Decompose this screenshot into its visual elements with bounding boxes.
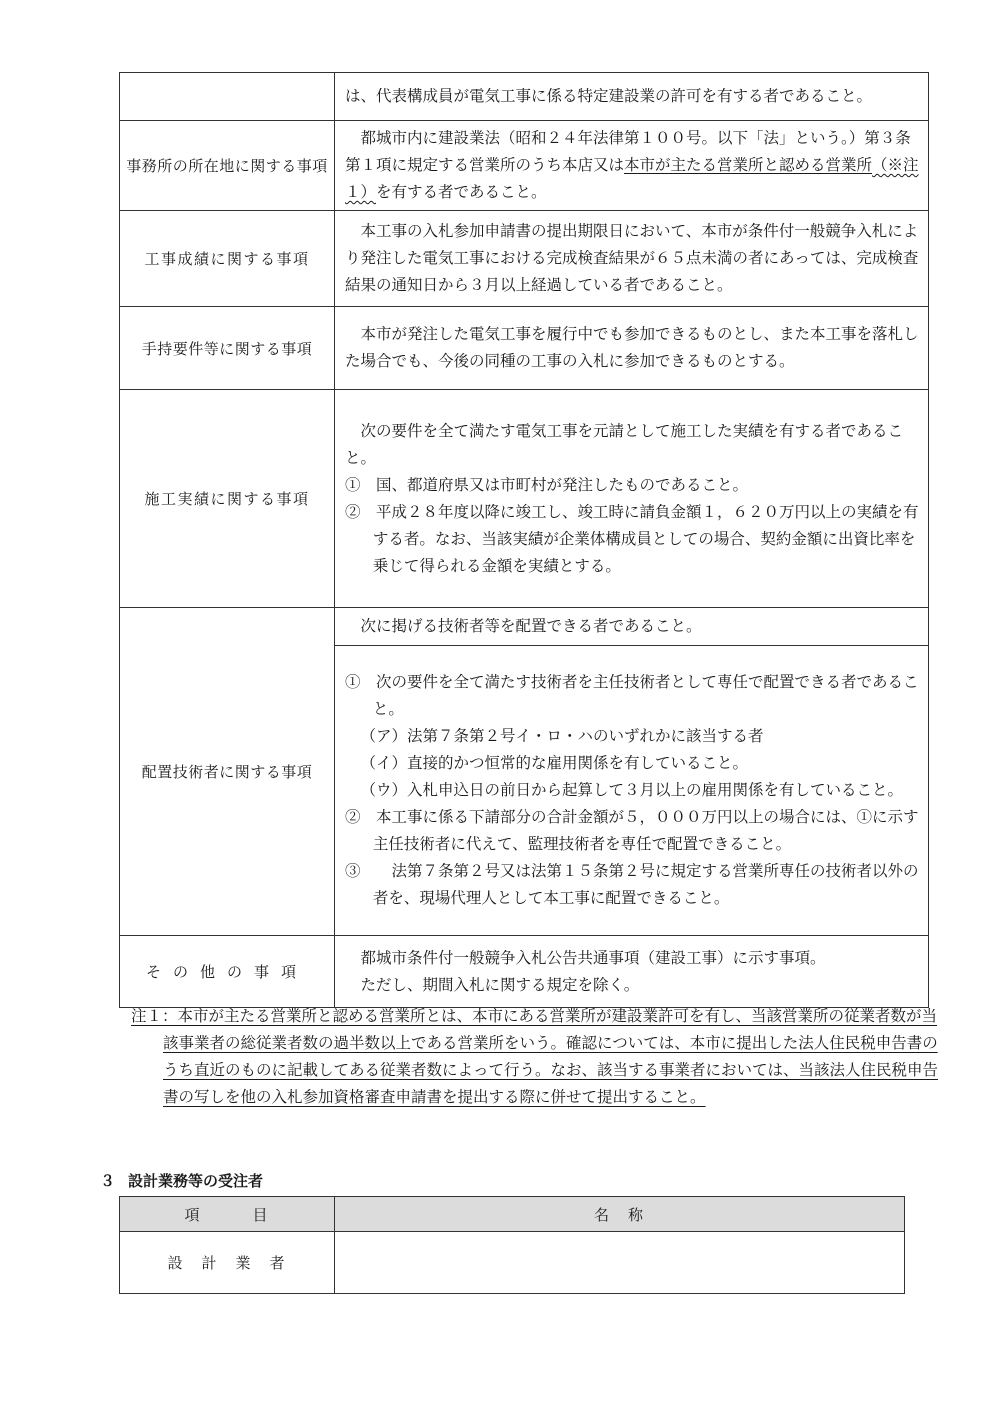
underlined-term: 本市が主たる営業所と認める営業所: [624, 156, 873, 174]
row-content: [335, 936, 929, 1008]
list-item: ① 国、都道府県又は市町村が発注したものであること。: [345, 475, 749, 494]
row-label: その他の事項: [120, 936, 335, 1008]
row-label: 施工実績に関する事項: [120, 390, 335, 608]
row-label: 配置技術者に関する事項: [120, 608, 335, 936]
list-item: ② 本工事に係る下請部分の合計金額が５，０００万円以上の場合には、①に示す主任技術者に代えて、監理技術者を専任で配置できること。: [345, 808, 919, 853]
table-row: [120, 390, 929, 608]
section-title: 設計業務等の受注者: [128, 1172, 264, 1190]
content-line: 都城市条件付一般競争入札公告共通事項（建設工事）に示す事項。: [360, 948, 826, 967]
row-content: [335, 390, 929, 608]
note-reference: （※注１）: [345, 156, 919, 201]
table-row: [120, 1232, 905, 1294]
content-intro: 次に掲げる技術者等を配置できる者であること。: [360, 617, 702, 635]
sub-list-item: （ウ）入札申込日の前日から起算して３月以上の雇用関係を有していること。: [360, 781, 904, 799]
table-row: [120, 211, 929, 307]
row-content: [335, 73, 929, 121]
row-label: 設 計 業 者: [120, 1232, 335, 1294]
row-label: 工事成績に関する事項: [120, 211, 335, 307]
row-label: 事務所の所在地に関する事項: [120, 121, 335, 211]
table-header-row: [120, 1197, 905, 1232]
content-text: は、代表構成員が電気工事に係る特定建設業の許可を有する者であること。: [345, 87, 873, 105]
row-content-intro: [335, 608, 929, 646]
content-text: 本市が発注した電気工事を履行中でも参加できるものとし、また本工事を落札した場合でも、今後の同種の工事の入札に参加できるものとする。: [345, 325, 919, 370]
content-text: [345, 125, 920, 206]
row-content: [335, 121, 929, 211]
column-header: 項 目: [120, 1197, 335, 1232]
content-intro: 次の要件を全て満たす電気工事を元請として施工した実績を有する者であること。: [345, 421, 904, 467]
content-line: ただし、期間入札に関する規定を除く。: [360, 975, 640, 994]
content-text-part: を有する者であること。: [376, 183, 547, 201]
list-item: ③ 法第７条第２号又は法第１５条第２号に規定する営業所専任の技術者以外の者を、現場代理人として本工事に配置できること。: [345, 862, 919, 907]
row-content: [335, 211, 929, 307]
column-header: 名 称: [335, 1197, 905, 1232]
table-row: [120, 307, 929, 390]
row-label: 手持要件等に関する事項: [120, 307, 335, 390]
section-heading: [100, 1170, 263, 1191]
table-row: [120, 936, 929, 1008]
sub-list-item: （イ）直接的かつ恒常的な雇用関係を有していること。: [360, 754, 749, 772]
content-text-part: 都城市内に建設業法（昭和２４年法律第１００号。以下「法」という。）第３条第１項に規定する営業所のうち本店又は: [345, 129, 911, 174]
row-value: [335, 1232, 905, 1294]
section-number: ３: [100, 1172, 116, 1190]
designer-table: [119, 1196, 905, 1294]
row-label: [120, 73, 335, 121]
list-item: ② 平成２８年度以降に竣工し、竣工時に請負金額１，６２０万円以上の実績を有する者。なお、当該実績が企業体構成員としての場合、契約金額に出資比率を乗じて得られる金額を実績とする。: [345, 502, 919, 575]
table-row: [120, 608, 929, 646]
sub-list-item: （ア）法第７条第２号イ・ロ・ハのいずれかに該当する者: [360, 727, 764, 745]
table-row: [120, 121, 929, 211]
row-content: [335, 307, 929, 390]
footnote: 注１：本市が主たる営業所と認める営業所とは、本市にある営業所が建設業許可を有し、当該営業所の従業者数が当該事業者の総従業者数の過半数以上である営業所をいう。確認については、本市に提出した法人住民税申告書のうち直近のものに記載してある従業者数によって行う。なお、該当する事業者においては、当該法人住民税申告書の写しを他の入札参加資格審査申請書を提出する際に併せて提出すること。: [131, 1007, 939, 1106]
requirements-table: [119, 72, 929, 1008]
list-item: ① 次の要件を全て満たす技術者を主任技術者として専任で配置できる者であること。: [345, 673, 919, 718]
table-row: [120, 73, 929, 121]
row-content: [335, 646, 929, 936]
content-text: 本工事の入札参加申請書の提出期限日において、本市が条件付一般競争入札により発注した電気工事における完成検査結果が６５点未満の者にあっては、完成検査結果の通知日から３月以上経過している者であること。: [345, 222, 919, 294]
